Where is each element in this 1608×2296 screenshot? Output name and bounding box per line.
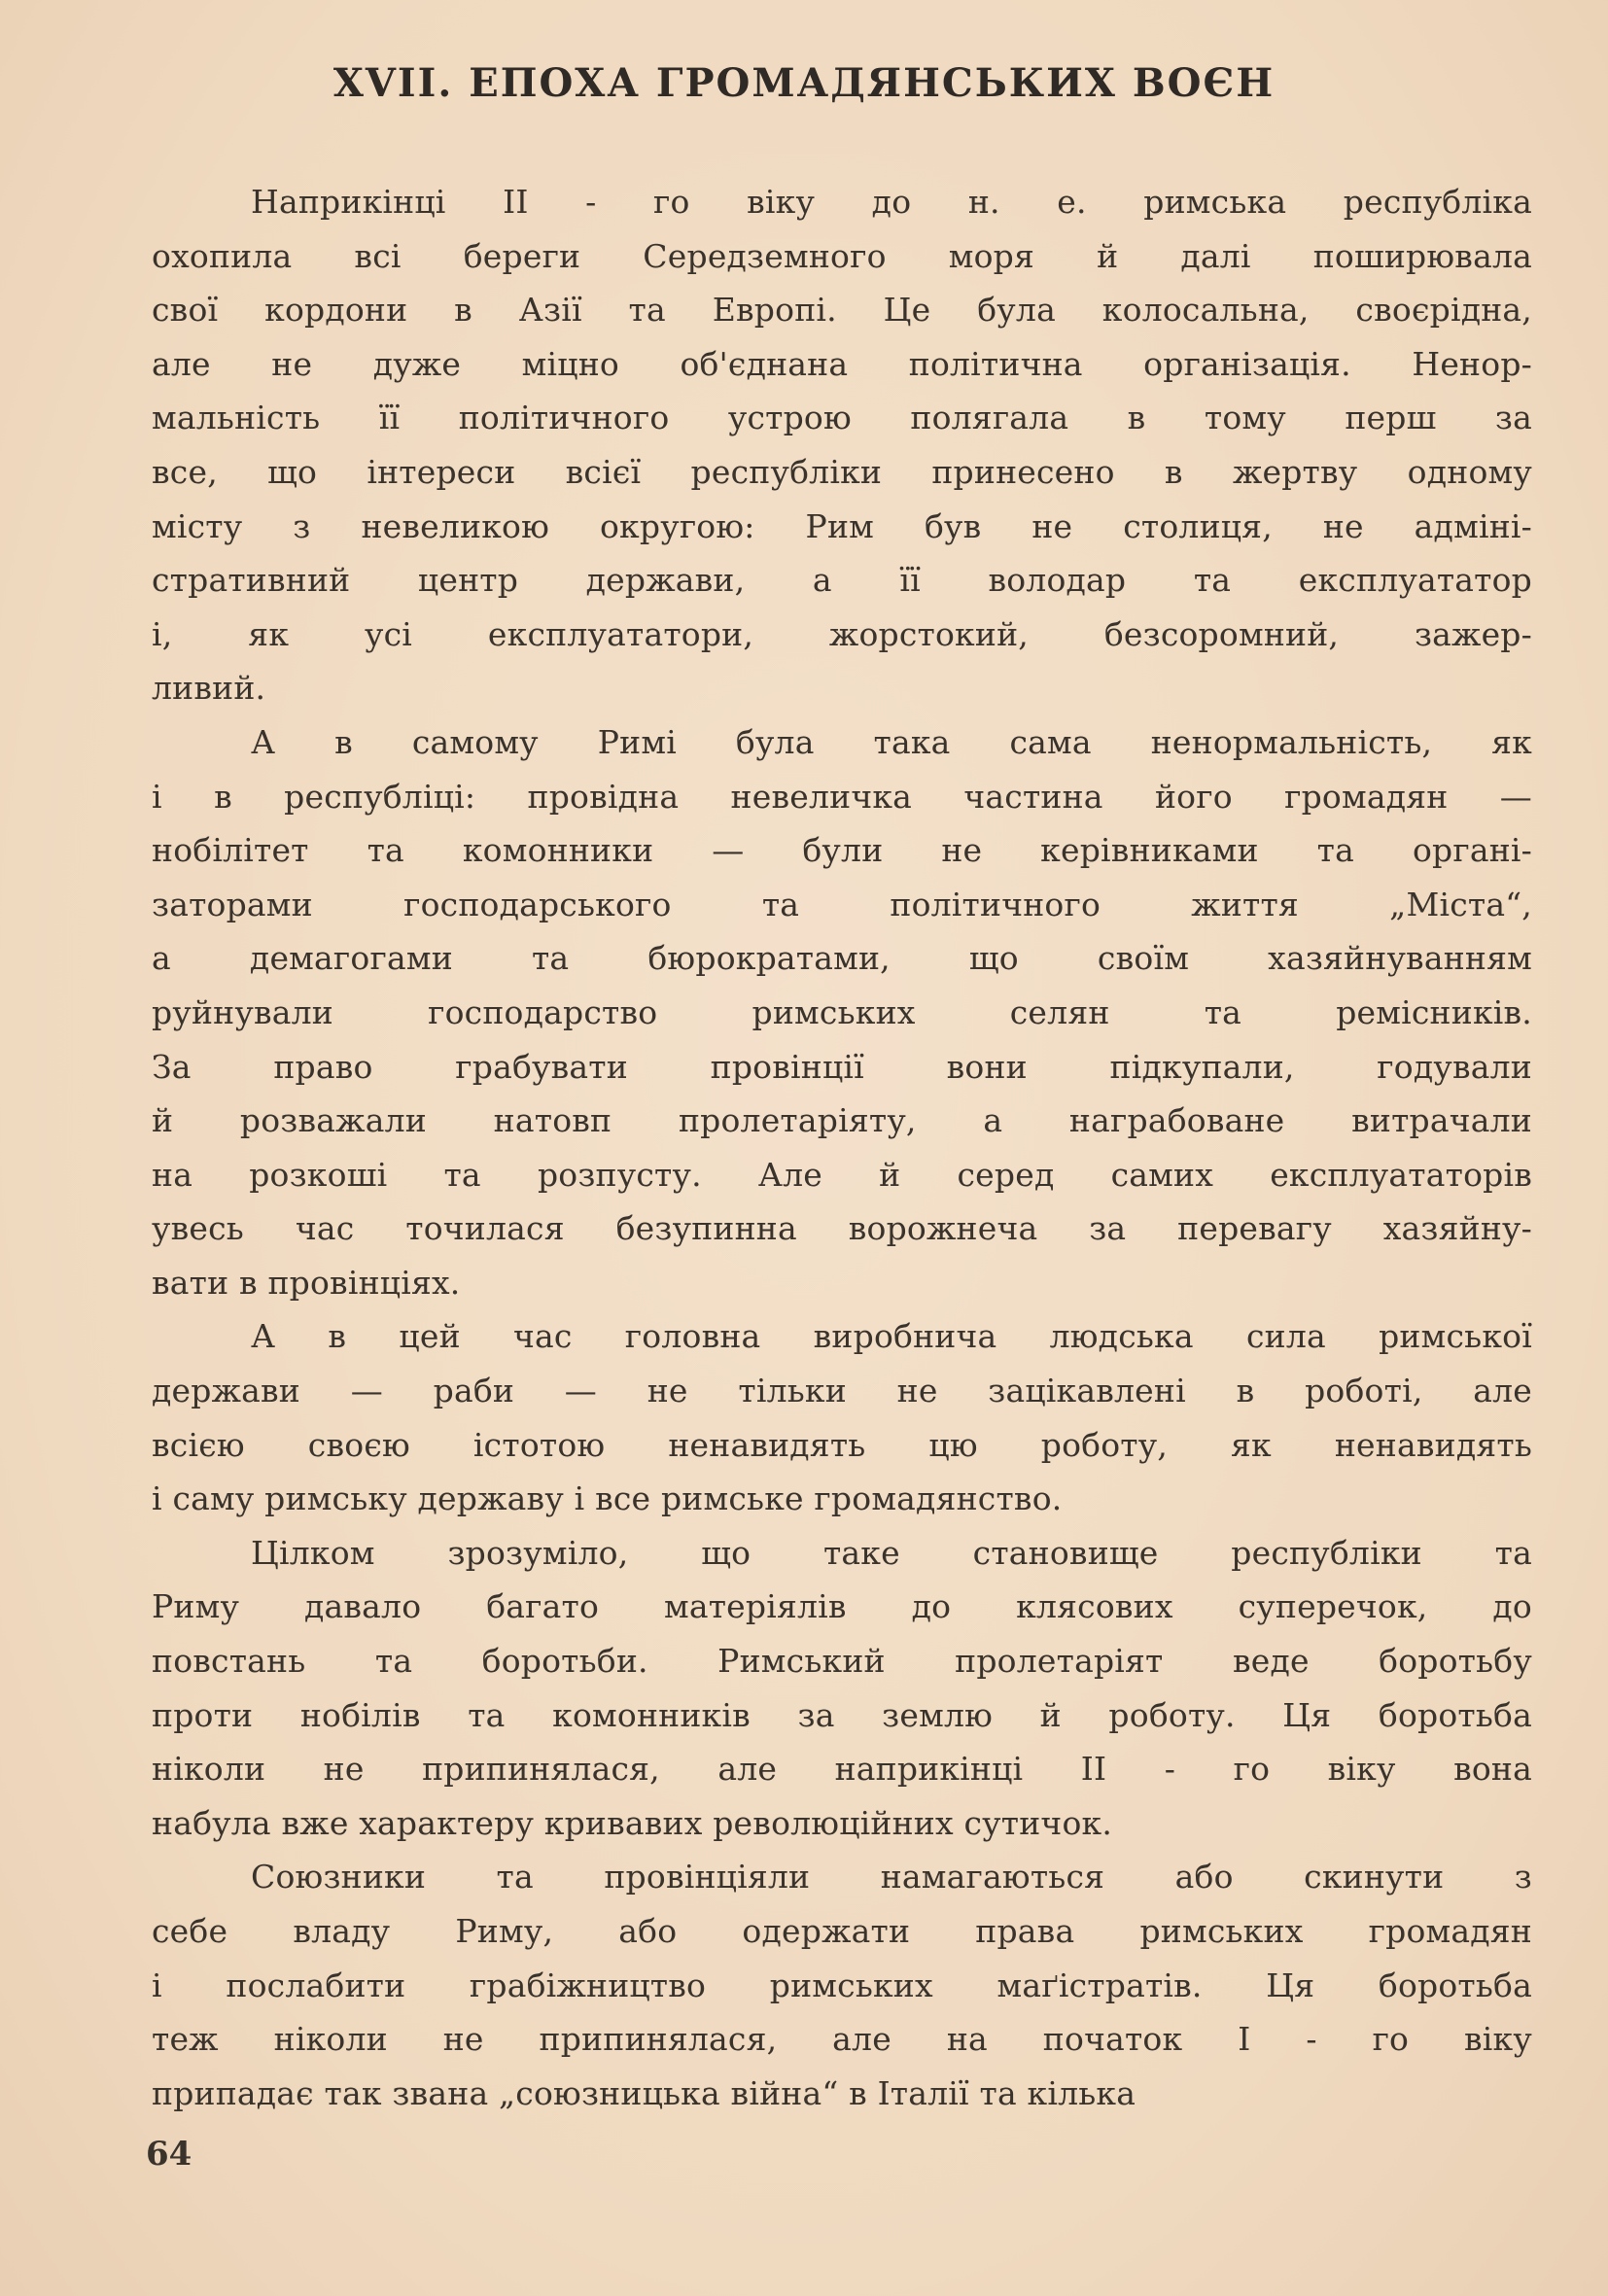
text-line: заторами господарського та політичного життя „Міста“, bbox=[152, 885, 1532, 923]
paragraph bbox=[152, 1526, 1532, 1851]
text-line: й розважали натовп пролетаріяту, а награбоване витрачали bbox=[152, 1101, 1532, 1140]
text-line: Цілком зрозуміло, що таке становище республіки та bbox=[251, 1533, 1532, 1572]
paragraph bbox=[152, 175, 1532, 715]
text-line: всією своєю істотою ненавидять цю роботу, як ненавидять bbox=[152, 1425, 1532, 1464]
text-line: і послабити грабіжництво римських маґістратів. Ця боротьба bbox=[152, 1966, 1532, 2004]
paragraph bbox=[152, 1309, 1532, 1525]
text-line: місту з невеликою округою: Рим був не столиця, не адміні- bbox=[152, 506, 1532, 545]
paragraph bbox=[152, 715, 1532, 1310]
text-line: Союзники та провінціяли намагаються або скинути з bbox=[251, 1858, 1532, 1896]
body-text bbox=[152, 175, 1532, 2120]
text-line: і в республіці: провідна невеличка частина його громадян — bbox=[152, 777, 1532, 816]
text-line: свої кордони в Азії та Европі. Це була колосальна, своєрідна, bbox=[152, 291, 1532, 330]
text-line: і, як усі експлуататори, жорстокий, безсоромний, зажер- bbox=[152, 614, 1532, 653]
text-line: набула вже характеру кривавих революційних сутичок. bbox=[152, 1803, 1113, 1842]
chapter-heading: XVII. ЕПОХА ГРОМАДЯНСЬКИХ ВОЄН bbox=[332, 60, 1276, 106]
text-line: охопила всі береги Середземного моря й далі поширювала bbox=[152, 236, 1532, 275]
text-line: теж ніколи не припинялася, але на початок I - го віку bbox=[152, 2020, 1532, 2059]
text-line: стративний центр держави, а її володар та експлуататор bbox=[152, 561, 1532, 600]
text-line: а демагогами та бюрократами, що своїм хазяйнуванням bbox=[152, 939, 1532, 978]
text-line: А в самому Римі була така сама ненормальність, як bbox=[251, 722, 1532, 761]
text-line: Наприкінці II - го віку до н. е. римська республіка bbox=[251, 183, 1532, 221]
text-line: проти нобілів та комонників за землю й роботу. Ця боротьба bbox=[152, 1695, 1532, 1734]
text-line: держави — раби — не тільки не зацікавлені в роботі, але bbox=[152, 1372, 1532, 1410]
text-line: на розкоші та розпусту. Але й серед самих експлуататорів bbox=[152, 1155, 1532, 1194]
text-line: повстань та боротьби. Римський пролетаріят веде боротьбу bbox=[152, 1642, 1532, 1681]
text-line: А в цей час головна виробнича людська сила римської bbox=[251, 1317, 1532, 1356]
text-line: ніколи не припинялася, але наприкінці II - го віку вона bbox=[152, 1750, 1532, 1789]
text-line: Риму давало багато матеріялів до клясових суперечок, до bbox=[152, 1587, 1532, 1626]
text-line: За право грабувати провінції вони підкупали, годували bbox=[152, 1047, 1532, 1086]
text-line: припадає так звана „союзницька війна“ в Італії та кілька bbox=[152, 2073, 1136, 2112]
text-line: все, що інтереси всієї республіки принесено в жертву одному bbox=[152, 452, 1532, 491]
text-line: руйнували господарство римських селян та ремісників. bbox=[152, 992, 1532, 1031]
text-line: нобілітет та комонники — були не керівниками та органі- bbox=[152, 831, 1532, 870]
text-line: увесь час точилася безупинна ворожнеча за перевагу хазяйну- bbox=[152, 1209, 1532, 1248]
text-line: і саму римську державу і все римське громадянство. bbox=[152, 1479, 1063, 1518]
text-line: вати в провінціях. bbox=[152, 1263, 461, 1302]
text-line: але не дуже міцно об'єднана політична організація. Ненор- bbox=[152, 344, 1532, 383]
paragraph bbox=[152, 1850, 1532, 2120]
text-line: ливий. bbox=[152, 669, 266, 708]
text-line: мальність її політичного устрою полягала в тому перш за bbox=[152, 399, 1532, 437]
page-number: 64 bbox=[146, 2135, 192, 2174]
text-line: себе владу Риму, або одержати права римських громадян bbox=[152, 1912, 1532, 1950]
